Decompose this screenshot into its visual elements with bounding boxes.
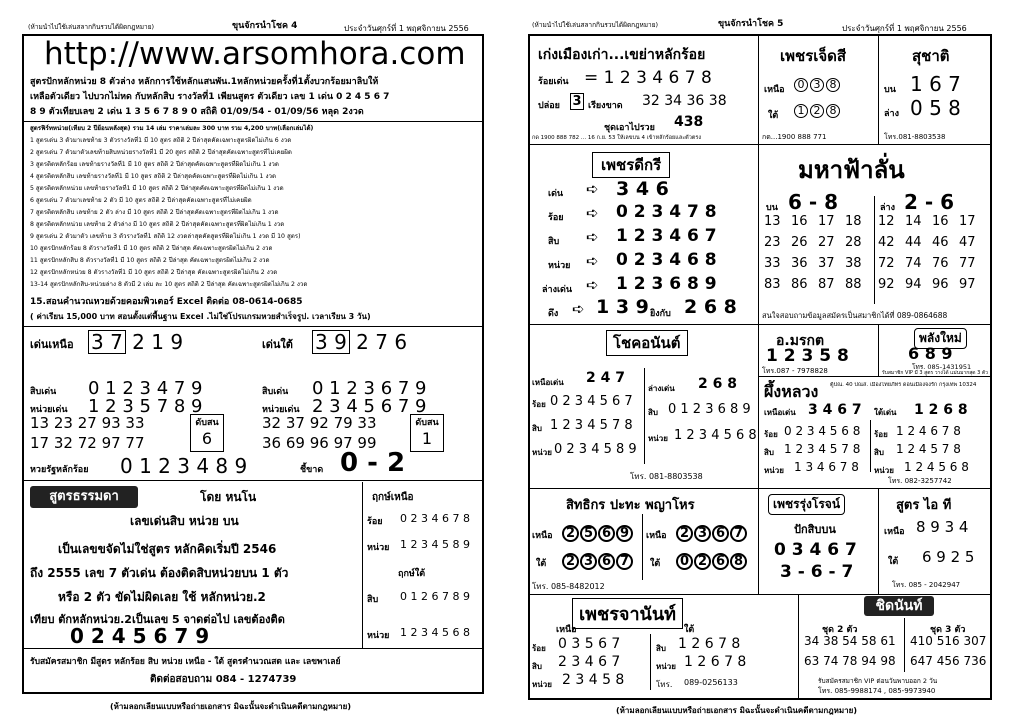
n-value: 34 38 54 58 61 xyxy=(804,634,896,648)
b-row-label: ใต้ xyxy=(768,111,779,121)
h-title: พลังใหม่ xyxy=(914,328,967,349)
j-label: เหนือ xyxy=(532,531,553,541)
e-value: 2 - 6 xyxy=(904,190,955,214)
den-nuea-rest: 2 1 9 xyxy=(132,330,184,354)
bottom-line: ถึง 2555 เลข 7 ตัวเด่น ต้องติดสิบหน่วยบน 1 ตัว xyxy=(30,566,289,580)
b-row-label: เหนือ xyxy=(764,85,785,95)
i-value: 0 2 3 4 5 6 8 xyxy=(784,424,861,438)
f-label: เหนือเด่น xyxy=(532,378,564,387)
right-dubson-box xyxy=(410,414,444,452)
right-page xyxy=(512,0,1024,724)
l-title: สูตร ไอ ที xyxy=(896,498,952,513)
d-label: ล่างเด่น xyxy=(542,285,573,295)
m-label: ร้อย xyxy=(532,644,546,653)
bottom-r-key: สิบ xyxy=(367,595,379,605)
formula-row: 11 สูตรปักหลักสิบ 8 ตัวรางวัลที่1 มี 10 สูตร สถิติ 2 ปีล่าสุด คัดเฉพาะสูตรผิดไม่เกิน 2 งวด xyxy=(30,257,270,264)
i-label: หน่วย xyxy=(874,466,894,475)
formula-row: 4 สูตรติดหลักสิบ เลขท้ายรางวัลที่1 มี 10 สูตร สถิติ 2 ปีล่าสุดคัดเฉพาะสูตรที่ผิดไม่เกิน 1 งวด xyxy=(30,173,276,180)
divider xyxy=(362,482,363,648)
website-url[interactable]: http://www.arsomhora.com xyxy=(44,36,466,72)
m-value: 1 2 6 7 8 xyxy=(684,654,747,670)
k-title: เพชรรุ่งโรจน์ xyxy=(768,494,845,515)
m-label: โทร. xyxy=(656,680,673,689)
f-value: 0 2 3 4 5 6 7 xyxy=(550,394,633,409)
e-grid-cell: 42 xyxy=(878,235,895,250)
bottom-note: รับสมัครสมาชิก มีสูตร หลักร้อย สิบ หน่วย เหนือ - ใต้ สูตรคำนวณสด และ เลขพาเลย์ xyxy=(30,657,341,667)
j-label: ใต้ xyxy=(536,559,547,569)
arrow-right-icon: ➪ xyxy=(572,300,585,318)
d-label: เด่น xyxy=(548,189,564,199)
right-dubson-value: 1 xyxy=(421,429,433,448)
d-dueng-value: 2 6 8 xyxy=(684,296,737,318)
den-nuea-numbers xyxy=(88,330,183,354)
d-value: 3 4 6 xyxy=(616,178,669,200)
e-grid-cell: 87 xyxy=(818,277,835,292)
d-label: หน่วย xyxy=(548,261,571,271)
f-value: 2 4 7 xyxy=(586,370,625,386)
e-grid-cell: 28 xyxy=(845,235,862,250)
a-label: ปล่อย xyxy=(538,101,560,111)
a-value: = 1 2 3 4 6 7 8 xyxy=(584,68,712,88)
d-label: ร้อย xyxy=(548,213,564,223)
j-circle: 8 xyxy=(730,553,747,570)
bottom-col-head: ฤกษ์เหนือ xyxy=(372,492,414,503)
e-grid-cell: 27 xyxy=(818,235,835,250)
left-page-title: ขุนจักรนำโชค 4 xyxy=(232,21,298,31)
bottom-contact: ติดต่อสอบถาม 084 - 1274739 xyxy=(150,674,297,685)
i-value: 1 2 3 4 5 7 8 xyxy=(784,442,861,456)
divider xyxy=(798,594,799,700)
left-pairs: 13 23 27 93 33 xyxy=(30,414,145,432)
huay-label: หวยรัฐหลักร้อย xyxy=(30,465,89,475)
a-value: 32 34 36 38 xyxy=(642,93,727,109)
divider xyxy=(528,324,992,325)
divider xyxy=(878,34,879,144)
j-title: สิทธิกร ปะทะ พญาโหร xyxy=(566,498,695,513)
bottom-r-val: 1 2 3 4 5 6 8 xyxy=(400,626,470,639)
h-note: รับสมาชิก VIP มี 3 สูตร วางได้ แม่นมากสุด 3 ตัว xyxy=(882,370,988,376)
a-title: เก่งเมืองเก่า...เขย่าหลักร้อย xyxy=(538,47,706,63)
m-label: สิบ xyxy=(656,644,666,653)
j-circles xyxy=(676,550,748,570)
left-dubson-label: ดับสน xyxy=(195,418,219,428)
l-label: เหนือ xyxy=(884,527,905,537)
formula-row: 5 สูตรติดหลักหน่วย เลขท้ายรางวัลที่1 มี 10 สูตร สถิติ 2 ปีล่าสุดคัดเฉพาะสูตรที่ผิดไม่เกิน 1 งวด xyxy=(30,185,284,192)
b-circle: 3 xyxy=(810,78,824,92)
e-grid-cell: 72 xyxy=(878,256,895,271)
d-value: 0 2 3 4 7 8 xyxy=(616,202,717,222)
bottom-logo: สูตรธรรมดา xyxy=(30,486,138,508)
i-label: สิบ xyxy=(874,448,884,457)
i-title: ผึ้งหลวง xyxy=(764,382,819,401)
left-dubson-box xyxy=(190,414,224,452)
m-value: 1 2 6 7 8 xyxy=(678,636,741,652)
f-tel: โทร. 081-8803538 xyxy=(630,472,703,481)
d-dueng-label: ดึง xyxy=(548,309,559,319)
m-value: 2 3 4 5 8 xyxy=(562,672,625,688)
arrow-right-icon: ➪ xyxy=(586,252,599,270)
m-value: 2 3 4 6 7 xyxy=(558,654,621,670)
arrow-right-icon: ➪ xyxy=(586,276,599,294)
d-value: 1 2 3 6 8 9 xyxy=(616,274,717,294)
f-label: ร้อย xyxy=(532,400,546,409)
i-label: หน่วย xyxy=(764,466,784,475)
divider xyxy=(642,514,643,580)
e-grid-cell: 74 xyxy=(905,256,922,271)
m-label: หน่วย xyxy=(532,680,552,689)
j-circle: 3 xyxy=(580,553,597,570)
e-grid-cell: 16 xyxy=(932,214,949,229)
m-tel: 089-0256133 xyxy=(684,678,738,687)
i-label: ใต้เด่น xyxy=(874,408,897,417)
left-pairs: 17 32 72 97 77 xyxy=(30,434,145,452)
intro-line: 8 9 ตัวเทียบเลข 2 เด่น 1 3 5 6 7 8 9 0 สถิติ 01/09/54 - 01/09/56 หลุด 2งวด xyxy=(30,107,364,117)
bottom-r-val: 0 1 2 6 7 8 9 xyxy=(400,590,470,603)
j-circle: 6 xyxy=(712,525,729,542)
right-sib-label: สิบเด่น xyxy=(262,387,289,397)
b-tel: กด...1900 888 771 xyxy=(762,133,827,141)
left-dubson-value: 6 xyxy=(201,429,213,448)
g-title: อ.มรกต xyxy=(776,333,825,349)
left-sib-values: 0 1 2 3 4 7 9 xyxy=(88,378,203,399)
left-footer: (ห้ามลอกเลียนแบบหรือถ่ายเอกสาร มิฉะนั้นจะดำเนินคดีตามกฎหมาย) xyxy=(110,702,351,711)
left-sib-label: สิบเด่น xyxy=(30,387,57,397)
right-footer: (ห้ามลอกเลียนแบบหรือถ่ายเอกสาร มิฉะนั้นจะดำเนินคดีตามกฎหมาย) xyxy=(616,706,857,715)
divider xyxy=(758,488,759,594)
e-label: บน xyxy=(766,203,778,213)
f-value: 1 2 3 4 5 7 8 xyxy=(550,418,633,433)
j-circle: 0 xyxy=(676,553,693,570)
f-title: โชคอนันต์ xyxy=(606,330,688,356)
e-grid-cell: 86 xyxy=(791,277,808,292)
arrow-right-icon: ➪ xyxy=(586,228,599,246)
formula-row: สูตรฟิร์ทหน่วย(เทียบ 2 ปีย้อนหลังสุด) รวม 14 เล่ม ราคาเล่มละ 300 บาท รวม 4,200 บาท(เลือกเล่มได้) xyxy=(30,125,314,132)
huay-values: 0 1 2 3 4 8 9 xyxy=(120,454,248,478)
i-label: ร้อย xyxy=(764,430,778,439)
e-grid-cell: 76 xyxy=(932,256,949,271)
j-circle: 6 xyxy=(598,525,615,542)
c-value: 0 5 8 xyxy=(910,96,961,120)
e-grid-cell: 17 xyxy=(959,214,976,229)
divider xyxy=(528,144,992,145)
divider xyxy=(528,488,992,489)
c-value: 1 6 7 xyxy=(910,72,961,96)
n-title: ชิดนันท์ xyxy=(864,596,934,616)
c-title: สุชาติ xyxy=(912,47,950,65)
arrow-right-icon: ➪ xyxy=(586,204,599,222)
bottom-r-key: ฤกษ์ใต้ xyxy=(398,569,426,579)
bottom-big-numbers: 0 2 4 5 6 7 9 xyxy=(70,624,210,648)
j-tel: โทร. 085-8482012 xyxy=(532,582,605,591)
f-value: 0 2 3 4 5 8 9 xyxy=(554,442,637,457)
divider xyxy=(22,648,484,649)
divider xyxy=(758,144,759,324)
i-value: 1 3 4 6 7 8 xyxy=(794,460,859,474)
divider xyxy=(870,420,871,472)
j-circle: 7 xyxy=(730,525,747,542)
e-grid-cell: 46 xyxy=(932,235,949,250)
bottom-line: หรือ 2 ตัว ขัดไม่ผิดเลย ใช้ หลักหน่วย.2 xyxy=(58,590,266,604)
j-circle: 2 xyxy=(676,525,693,542)
e-grid-left xyxy=(764,214,872,292)
excel-course: 15.สอนคำนวณหวยด้วยคอมพิวเตอร์ Excel ติดต่อ 08-0614-0685 xyxy=(30,297,303,307)
right-top-note: (ห้ามนำไปใช้เล่นสลากกินรวบได้ผิดกฎหมาย) xyxy=(532,21,659,29)
a-tel: กด 1900 888 782 ... 16 ก.ย. 53 ให้เลขบน 4 เข้าหลักร้อยและตัวตรง xyxy=(532,135,702,141)
i-label: ร้อย xyxy=(874,430,888,439)
i-value: 3 4 6 7 xyxy=(808,402,862,418)
divider xyxy=(758,34,759,144)
divider xyxy=(528,594,992,595)
j-circle: 2 xyxy=(562,525,579,542)
f-label: สิบ xyxy=(532,424,542,433)
divider xyxy=(644,368,645,464)
a-sub-label: ชุดเอาไปรวย xyxy=(604,123,655,133)
bottom-r-val: 0 2 3 4 6 7 8 xyxy=(400,512,470,525)
formula-row: 9 สูตรเด่น 2 ตัวมาตัว เลขท้าย 3 ตัวรางวัลที่1 สถิติ 12 งวดล่าสุดคัดสูตรที่ผิดไม่เกิน 1 งวด มี 10 สูตร) xyxy=(30,233,301,240)
a-mid-label: เรียงขาด xyxy=(588,101,623,111)
e-value: 6 - 8 xyxy=(788,190,839,214)
i-value: 1 2 4 5 6 8 xyxy=(904,460,969,474)
bottom-line: เทียบ ตักหลักหน่วย.2เป็นเลข 5 จาดต่อไป เลขต้องติด xyxy=(30,613,285,626)
right-sib-values: 0 1 2 3 6 7 9 xyxy=(312,378,427,399)
f-label: หน่วย xyxy=(648,434,668,443)
chikhad-label: ชี้ขาด xyxy=(300,465,324,475)
formula-row: 3 สูตรติดหลักร้อย เลขท้ายรางวัลที่1 มี 10 สูตร สถิติ 2 ปีล่าสุดคัดเฉพาะสูตรที่ผิดไม่เกิน 1 งวด xyxy=(30,161,279,168)
divider xyxy=(22,480,484,481)
formula-row: 1 สูตรเด่น 3 ตัวมาเลขท้าย 3 ตัวรางวัลที่1 มี 10 สูตร สถิติ 2 ปีล่าสุดคัดเฉพาะสูตรผิดไม่เกิน 6 งวด xyxy=(30,137,292,144)
j-circle: 5 xyxy=(580,525,597,542)
i-value: 1 2 4 5 7 8 xyxy=(896,442,961,456)
formula-row: 6 สูตรเด่น 7 ตัวมาเลขท้าย 2 ตัว มี 10 สูตร สถิติ 2 ปีล่าสุดคัดเฉพาะสูตรที่ไม่เคยผิด xyxy=(30,197,252,204)
j-label: ใต้ xyxy=(650,559,661,569)
e-grid-cell: 97 xyxy=(959,277,976,292)
den-tai-numbers xyxy=(312,330,407,354)
bottom-r-key: หน่วย xyxy=(367,543,390,553)
b-circle: 1 xyxy=(794,104,808,118)
k-value: 3 - 6 - 7 xyxy=(780,562,854,582)
right-pairs: 32 37 92 79 33 xyxy=(262,414,377,432)
j-circle: 6 xyxy=(712,553,729,570)
k-sub: ปักสิบบน xyxy=(794,523,836,536)
d-label: สิบ xyxy=(548,237,560,247)
e-grid-cell: 14 xyxy=(905,214,922,229)
e-grid-cell: 33 xyxy=(764,256,781,271)
k-value: 0 3 4 6 7 xyxy=(774,540,857,560)
e-grid-cell: 18 xyxy=(845,214,862,229)
left-top-note: (ห้ามนำไปใช้เล่นสลากกินรวบได้ผิดกฎหมาย) xyxy=(28,23,155,31)
left-date: ประจำวันศุกร์ที่ 1 พฤศจิกายน 2556 xyxy=(344,24,469,33)
c-label: บน xyxy=(884,85,896,95)
e-label: ล่าง xyxy=(880,203,895,213)
formula-row: 7 สูตรติดหลักสิบ เลขท้าย 2 ตัว ล่าง มี 10 สูตร สถิติ 2 ปีล่าสุดคัดเฉพาะสูตรที่ผิดไม่เกิน 1 งวด xyxy=(30,209,279,216)
right-pairs: 36 69 96 97 99 xyxy=(262,434,377,452)
den-nuea-box: 3 7 xyxy=(88,330,126,354)
e-grid-cell: 92 xyxy=(878,277,895,292)
c-label: ล่าง xyxy=(884,109,899,119)
divider xyxy=(904,618,905,672)
f-label: ล่างเด่น xyxy=(648,384,675,393)
e-title: มหาฟ้าลั่น xyxy=(798,156,905,184)
i-label: สิบ xyxy=(764,448,774,457)
divider xyxy=(22,121,484,122)
i-value: 1 2 6 8 xyxy=(914,402,968,418)
e-grid-cell: 96 xyxy=(932,277,949,292)
l-value: 8 9 3 4 xyxy=(916,518,969,536)
i-note: ตู้ปณ. 40 ปณส. เมืองไทยภัทร ดอนเมืองจงรัก กรุงเทพ 10324 xyxy=(830,382,977,388)
right-nuai-label: หน่วยเด่น xyxy=(262,405,300,415)
a-box: 3 xyxy=(570,93,584,110)
bottom-author: โดย หนโน xyxy=(200,490,257,504)
e-grid-cell: 36 xyxy=(791,256,808,271)
m-value: 0 3 5 6 7 xyxy=(558,636,621,652)
e-grid-cell: 88 xyxy=(845,277,862,292)
e-grid-cell: 77 xyxy=(959,256,976,271)
formula-row: 12 สูตรปักหลักหน่วย 8 ตัวรางวัลที่1 มี 10 สูตร สถิติ 2 ปีล่าสุด คัดเฉพาะสูตรผิดไม่เกิน 2 งวด xyxy=(30,269,278,276)
e-grid-cell: 47 xyxy=(959,235,976,250)
b-circle: 2 xyxy=(810,104,824,118)
den-tai-label: เด่นใต้ xyxy=(262,338,293,351)
b-circles-1 xyxy=(794,78,842,92)
right-date: ประจำวันศุกร์ที่ 1 พฤศจิกายน 2556 xyxy=(842,24,967,33)
e-grid-cell: 12 xyxy=(878,214,895,229)
b-circle: 0 xyxy=(794,78,808,92)
j-circles xyxy=(562,522,634,542)
f-value: 0 1 2 3 6 8 9 xyxy=(668,402,751,417)
n-note: รับสมัครสมาชิก VIP ต่อนวันพาบออก 2 วัน xyxy=(818,677,938,685)
j-circle: 2 xyxy=(562,553,579,570)
bottom-line: เป็นเลขขจัดไม่ใช่สูตร หลักคิดเริ่มปี 2546 xyxy=(58,542,277,556)
divider xyxy=(650,634,651,690)
j-circle: 6 xyxy=(598,553,615,570)
bottom-line: เลขเด่นสิบ หน่วย บน xyxy=(130,514,239,528)
i-tel: โทร. 082-3257742 xyxy=(888,477,952,485)
intro-line: สูตรปักหลักหน่วย 8 ตัวล่าง หลักการใช้หลักแสนพัน.1หลักหน่วยครั้งที่1ตั้งบวกร้อยมาลิบให้ xyxy=(30,77,379,87)
e-grid-right xyxy=(878,214,986,292)
arrow-right-icon: ➪ xyxy=(586,180,599,198)
right-dubson-label: ดับสน xyxy=(415,418,439,428)
e-grid-cell: 94 xyxy=(905,277,922,292)
divider xyxy=(22,326,484,327)
intro-line: เหลือตัวเดียว ไปบวกไม่หด กับหลักสิบ รางวัลที่1 เพียนสูตร ตัวเดียว เลข 1 เด่น 0 2 4 5 6 7 xyxy=(30,92,390,102)
g-value: 1 2 3 5 8 xyxy=(766,346,849,366)
h-tel: โทร. 085-1431951 xyxy=(912,363,972,371)
n-head: ชุด 2 ตัว xyxy=(822,625,858,635)
n-head: ชุด 3 ตัว xyxy=(930,625,966,635)
b-circle: 8 xyxy=(826,104,840,118)
right-nuai-values: 2 3 4 5 6 7 9 xyxy=(312,396,427,417)
j-label: เหนือ xyxy=(646,531,667,541)
i-value: 1 2 4 6 7 8 xyxy=(896,424,961,438)
c-tel: โทร.081-8803538 xyxy=(884,133,946,141)
excel-course-note: ( ค่าเรียน 15,000 บาท สอนตั้งแต่พื้นฐาน Excel .ไม่ใช่โปรแกรมหวยสำเร็จรูป. เวลาเรียน 3 วัน) xyxy=(30,312,371,321)
bottom-r-key: หน่วย xyxy=(367,631,390,641)
l-value: 6 9 2 5 xyxy=(922,548,975,566)
f-value: 1 2 3 4 5 6 8 xyxy=(674,428,757,443)
left-nuai-values: 1 2 3 5 7 8 9 xyxy=(88,396,203,417)
e-grid-cell: 13 xyxy=(764,214,781,229)
g-tel: โทร.087 - 7978828 xyxy=(762,367,828,375)
e-grid-cell: 17 xyxy=(818,214,835,229)
f-label: สิบ xyxy=(648,408,658,417)
d-title: เพชรดีกรี xyxy=(592,152,670,178)
b-title: เพชรเจ็ดสี xyxy=(780,47,847,65)
divider xyxy=(878,324,879,376)
j-circle: 2 xyxy=(694,553,711,570)
chikhad-score: 0 - 2 xyxy=(340,448,406,478)
formula-row: 2 สูตรเด่น 7 ตัวมาตัวเลขท้ายสิบหน่วยรางวัลที่1 มี 20 สูตร สถิติ 2 ปีล่าสุดคัดเฉพาะสูตรที่ไม่เคยผิด xyxy=(30,149,292,156)
d-value: 0 2 3 4 6 8 xyxy=(616,250,717,270)
l-tel: โทร. 085 - 2042947 xyxy=(892,581,961,589)
j-circle: 9 xyxy=(616,525,633,542)
d-dueng-value: 1 3 9 xyxy=(596,296,649,318)
e-grid-cell: 83 xyxy=(764,277,781,292)
formula-row: 10 สูตรปักหลักร้อย 8 ตัวรางวัลที่1 มี 10 สูตร สถิติ 2 ปีล่าสุด คัดเฉพาะสูตรผิดไม่เกิน 2 งวด xyxy=(30,245,273,252)
n-value: 647 456 736 xyxy=(910,654,987,668)
left-nuai-label: หน่วยเด่น xyxy=(30,405,68,415)
divider xyxy=(878,488,879,594)
n-tel: โทร. 085-9988174 , 085-9973940 xyxy=(818,687,936,695)
e-grid-cell: 38 xyxy=(845,256,862,271)
d-mid-label: ยิงกับ xyxy=(650,309,671,319)
n-value: 410 516 307 xyxy=(910,634,987,648)
formula-row: 8 สูตรติดหลักหน่วย เลขท้าย 2 ตัวล่าง มี 10 สูตร สถิติ 2 ปีล่าสุดคัดเฉพาะสูตรที่ผิดไม่เกิน 1 งวด xyxy=(30,221,285,228)
d-value: 1 2 3 4 6 7 xyxy=(616,226,717,246)
a-label: ร้อยเด่น xyxy=(538,77,569,87)
e-grid-cell: 44 xyxy=(905,235,922,250)
den-tai-box: 3 9 xyxy=(312,330,350,354)
b-circle: 8 xyxy=(826,78,840,92)
right-page-title: ขุนจักรนำโชค 5 xyxy=(718,19,784,29)
b-circles-2 xyxy=(794,104,842,118)
bottom-r-val: 1 2 3 4 5 8 9 xyxy=(400,538,470,551)
bottom-r-key: ร้อย xyxy=(367,517,383,527)
n-value: 63 74 78 94 98 xyxy=(804,654,896,668)
divider xyxy=(874,196,875,304)
den-tai-rest: 2 7 6 xyxy=(356,330,408,354)
a-sub-value: 438 xyxy=(674,114,704,130)
h-value: 6 8 9 xyxy=(908,344,953,363)
m-south: ใต้ xyxy=(684,625,695,635)
l-label: ใต้ xyxy=(888,557,899,567)
e-grid-cell: 26 xyxy=(791,235,808,250)
j-circle: 7 xyxy=(616,553,633,570)
e-note: สนใจสอบถามข้อมูลสมัครเป็นสมาชิกได้ที่ 089-0864688 xyxy=(762,311,948,320)
j-circle: 3 xyxy=(694,525,711,542)
j-circles xyxy=(676,522,748,542)
formula-row: 13-14 สูตรปักหลักสิบ-หน่วยล่าง 8 ตัวมี 2 เล่ม ละ 10 สูตร สถิติ 2 ปีล่าสุด คัดเฉพาะสูตรผิดไม่เกิน 2 งวด xyxy=(30,281,308,288)
divider xyxy=(758,324,759,488)
e-grid-cell: 23 xyxy=(764,235,781,250)
m-label: สิบ xyxy=(532,662,542,671)
m-title: เพชรจานันท์ xyxy=(572,598,683,629)
m-north: เหนือ xyxy=(556,625,577,635)
i-label: เหนือเด่น xyxy=(764,408,796,417)
den-nuea-label: เด่นเหนือ xyxy=(30,338,74,351)
f-value: 2 6 8 xyxy=(698,376,737,392)
m-label: หน่วย xyxy=(656,662,676,671)
f-label: หน่วย xyxy=(532,448,552,457)
e-grid-cell: 16 xyxy=(791,214,808,229)
j-circles xyxy=(562,550,634,570)
e-grid-cell: 37 xyxy=(818,256,835,271)
